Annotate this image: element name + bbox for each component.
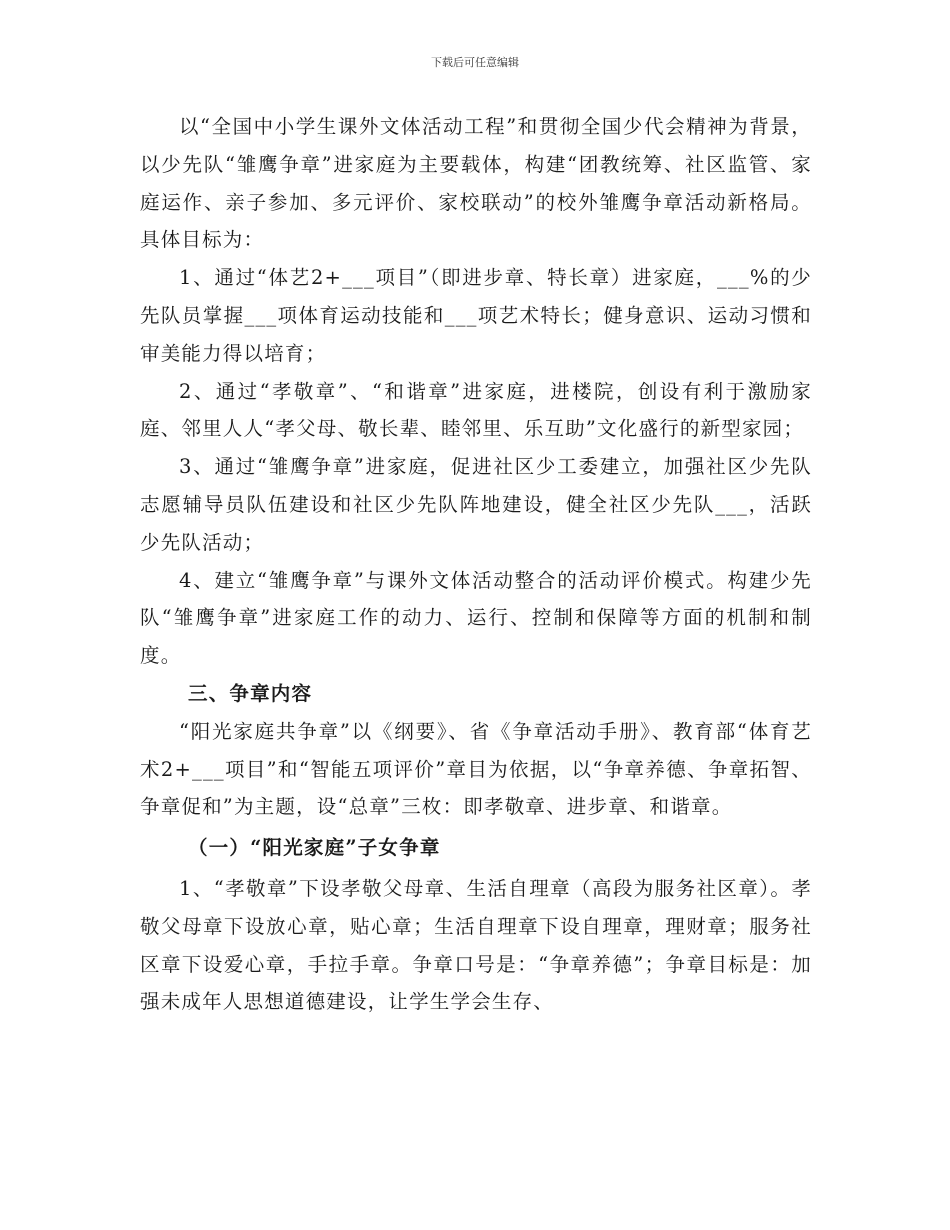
section-heading: 三、争章内容	[188, 681, 313, 705]
subsection-heading: （一）“阳光家庭”子女争章	[188, 836, 441, 860]
paragraph-goal-4: 4、建立“雏鹰争章”与课外文体活动整合的活动评价模式。构建少先队“雏鹰争章”进家庭工作的动力、运行、控制和保障等方面的机制和制度。	[140, 568, 812, 668]
paragraph-background: 以“全国中小学生课外文体活动工程”和贯彻全国少代会精神为背景，以少先队“雏鹰争章”进家庭为主要载体，构建“团教统筹、社区监管、家庭运作、亲子参加、多元评价、家校联动”的校外雏鹰争章活动新格局。具体目标为：	[140, 115, 812, 252]
paragraph-goal-3: 3、通过“雏鹰争章”进家庭，促进社区少工委建立，加强社区少先队志愿辅导员队伍建设和社区少先队阵地建设，健全社区少先队___，活跃少先队活动；	[140, 455, 812, 554]
paragraph-goal-2: 2、通过“孝敬章”、“和谐章”进家庭，进楼院，创设有利于激励家庭、邻里人人“孝父母、敬长辈、睦邻里、乐互助”文化盛行的新型家园；	[140, 379, 812, 441]
document-body	[140, 108, 812, 1021]
page-header-note: 下载后可任意编辑	[431, 56, 519, 69]
paragraph-goal-1: 1、通过“体艺2+___项目”（即进步章、特长章）进家庭，___%的少先队员掌握___项体育运动技能和___项艺术特长；健身意识、运动习惯和审美能力得以培育；	[140, 266, 812, 365]
section-paragraph: “阳光家庭共争章”以《纲要》、省《争章活动手册》、教育部“体育艺术2+___项目”和“智能五项评价”章目为依据，以“争章养德、争章拓智、争章促和”为主题，设“总章”三枚：即孝敬章、进步章、和谐章。	[140, 719, 812, 819]
subsection-paragraph: 1、“孝敬章”下设孝敬父母章、生活自理章（高段为服务社区章）。孝敬父母章下设放心章，贴心章；生活自理章下设自理章，理财章；服务社区章下设爱心章，手拉手章。争章口号是：“争章养德”；争章目标是：加强未成年人思想道德建设，让学生学会生存、	[140, 876, 812, 1014]
